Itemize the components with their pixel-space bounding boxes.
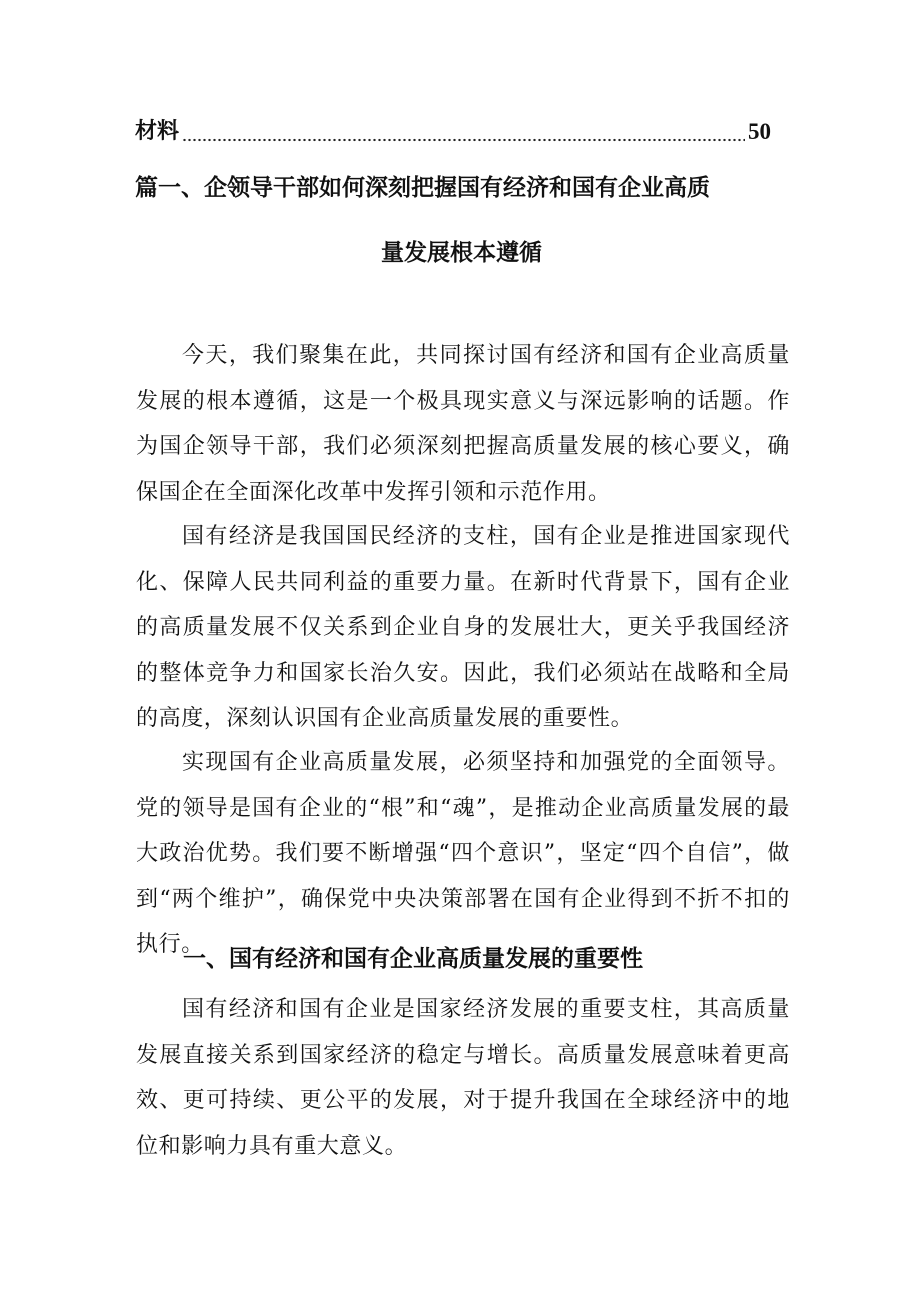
article-title-line-2: 量发展根本遵循 — [381, 240, 542, 266]
toc-entry[interactable] — [135, 113, 771, 147]
body-paragraph: 今天，我们聚集在此，共同探讨国有经济和国有企业高质量发展的根本遵循，这是一个极具现实意义与深远影响的话题。作为国企领导干部，我们必须深刻把握高质量发展的核心要义，确保国企在全面深化改革中发挥引领和示范作用。 — [136, 343, 790, 505]
toc-page-number: 50 — [748, 119, 771, 144]
body-paragraph: 国有经济和国有企业是国家经济发展的重要支柱，其高质量发展直接关系到国家经济的稳定与增长。高质量发展意味着更高效、更可持续、更公平的发展，对于提升我国在全球经济中的地位和影响力具有重大意义。 — [136, 997, 790, 1159]
body-paragraph: 实现国有企业高质量发展，必须坚持和加强党的全面领导。党的领导是国有企业的“根”和“魂”，是推动企业高质量发展的最大政治优势。我们要不断增强“四个意识”，坚定“四个自信”，做到“两个维护”，确保党中央决策部署在国有企业得到不折不扣的执行。 — [136, 750, 790, 957]
article-title-line-1: 篇一、企领导干部如何深刻把握国有经济和国有企业高质 — [135, 175, 710, 201]
section-heading: 一、国有经济和国有企业高质量发展的重要性 — [183, 946, 643, 972]
body-paragraph: 国有经济是我国国民经济的支柱，国有企业是推进国家现代化、保障人民共同利益的重要力量。在新时代背景下，国有企业的高质量发展不仅关系到企业自身的发展壮大，更关乎我国经济的整体竞争力和国家长治久安。因此，我们必须站在战略和全局的高度，深刻认识国有企业高质量发展的重要性。 — [136, 524, 790, 731]
toc-entry-label: 材料 — [135, 119, 180, 144]
toc-leader-dots — [182, 120, 745, 142]
